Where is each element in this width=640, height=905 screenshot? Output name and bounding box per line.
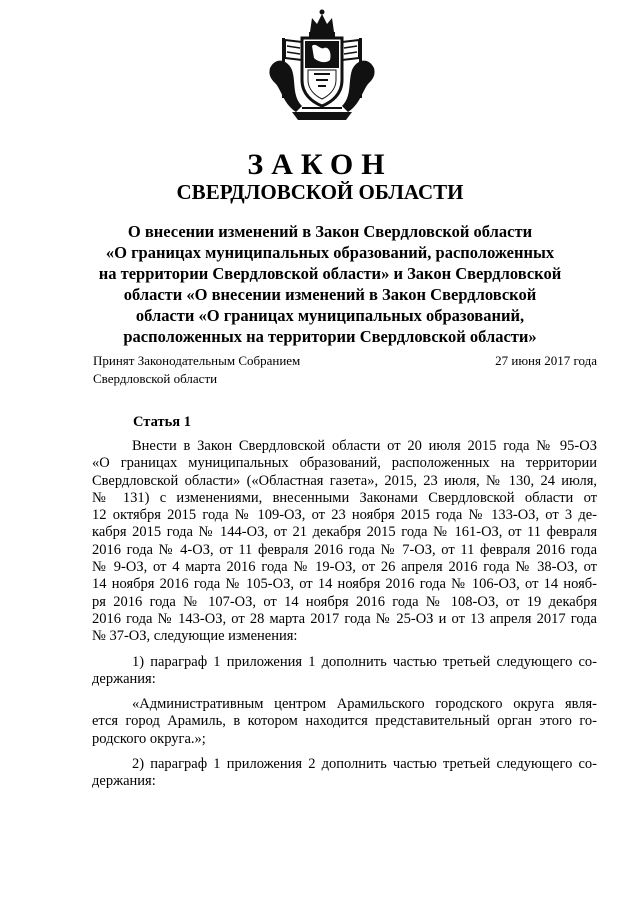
text-line: № 9-ОЗ, от 4 марта 2016 года № 19-ОЗ, от 26 апреля 2016 года № 38-ОЗ, от: [92, 559, 597, 576]
crown-icon: [309, 10, 335, 38]
subject-line: области «О границах муниципальных образований,: [135, 306, 525, 325]
article-heading: Статья 1: [133, 414, 191, 430]
text-line: 2016 года № 143-ОЗ, от 28 марта 2017 года № 25-ОЗ и от 13 апреля 2017 года: [92, 610, 597, 627]
text-line: Свердловской области» («Областная газета», 2015, 23 июля, № 130, 24 июля,: [92, 472, 597, 489]
subject-line: О внесении изменений в Закон Свердловской области: [127, 222, 533, 241]
text-line: держания:: [92, 670, 156, 687]
text-line: 2) параграф 1 приложения 2 дополнить частью третьей следующего со-: [132, 756, 597, 773]
text-line: «О границах муниципальных образований, расположенных на территории: [92, 455, 597, 472]
subject-line: расположенных на территории Свердловской области»: [123, 327, 537, 346]
text-line: «Административным центром Арамильского городского округа явля-: [132, 696, 597, 713]
paragraph: [92, 438, 597, 646]
law-subject: [80, 221, 580, 347]
text-line: ется город Арамиль, в котором находится представительный орган этого го-: [92, 713, 597, 730]
subject-line: на территории Свердловской области» и Закон Свердловской: [98, 264, 562, 283]
text-line: 2016 года № 4-ОЗ, от 11 февраля 2016 года № 7-ОЗ, от 11 февраля 2016 года: [92, 541, 597, 558]
subject-line: области «О внесении изменений в Закон Свердловской: [123, 285, 537, 304]
text-line: № 37-ОЗ, следующие изменения:: [92, 628, 298, 645]
paragraph: [92, 654, 597, 689]
subject-line: «О границах муниципальных образований, расположенных: [105, 243, 555, 262]
adoption-info: [93, 352, 300, 388]
text-line: 12 октября 2015 года № 109-ОЗ, от 23 ноября 2015 года № 133-ОЗ, от 3 де-: [92, 507, 597, 524]
text-line: 1) параграф 1 приложения 1 дополнить частью третьей следующего со-: [132, 653, 597, 670]
adopted-by-line: Принят Законодательным Собранием: [93, 353, 301, 368]
text-line: держания:: [92, 773, 156, 790]
adopted-by-line: Свердловской области: [93, 371, 218, 386]
paragraph: [92, 756, 597, 791]
text-line: родского округа.»;: [92, 730, 206, 747]
law-title: ЗАКОН: [247, 148, 393, 181]
text-line: 14 ноября 2016 года № 105-ОЗ, от 14 ноября 2016 года № 106-ОЗ, от 14 нояб-: [92, 576, 597, 593]
adoption-date: 27 июня 2017 года: [495, 353, 597, 368]
text-line: Внести в Закон Свердловской области от 20 июля 2015 года № 95-ОЗ: [132, 438, 597, 454]
region-title: СВЕРДЛОВСКОЙ ОБЛАСТИ: [176, 180, 464, 204]
text-line: № 131) с изменениями, внесенными Законами Свердловской области от: [92, 489, 597, 506]
text-line: кабря 2015 года № 144-ОЗ, от 21 декабря 2015 года № 161-ОЗ, от 11 февраля: [92, 524, 597, 541]
coat-of-arms-emblem: [262, 8, 382, 126]
paragraph: [92, 696, 597, 748]
document-body: [92, 438, 597, 799]
text-line: ря 2016 года № 107-ОЗ, от 14 ноября 2016 года № 108-ОЗ, от 19 декабря: [92, 593, 597, 610]
